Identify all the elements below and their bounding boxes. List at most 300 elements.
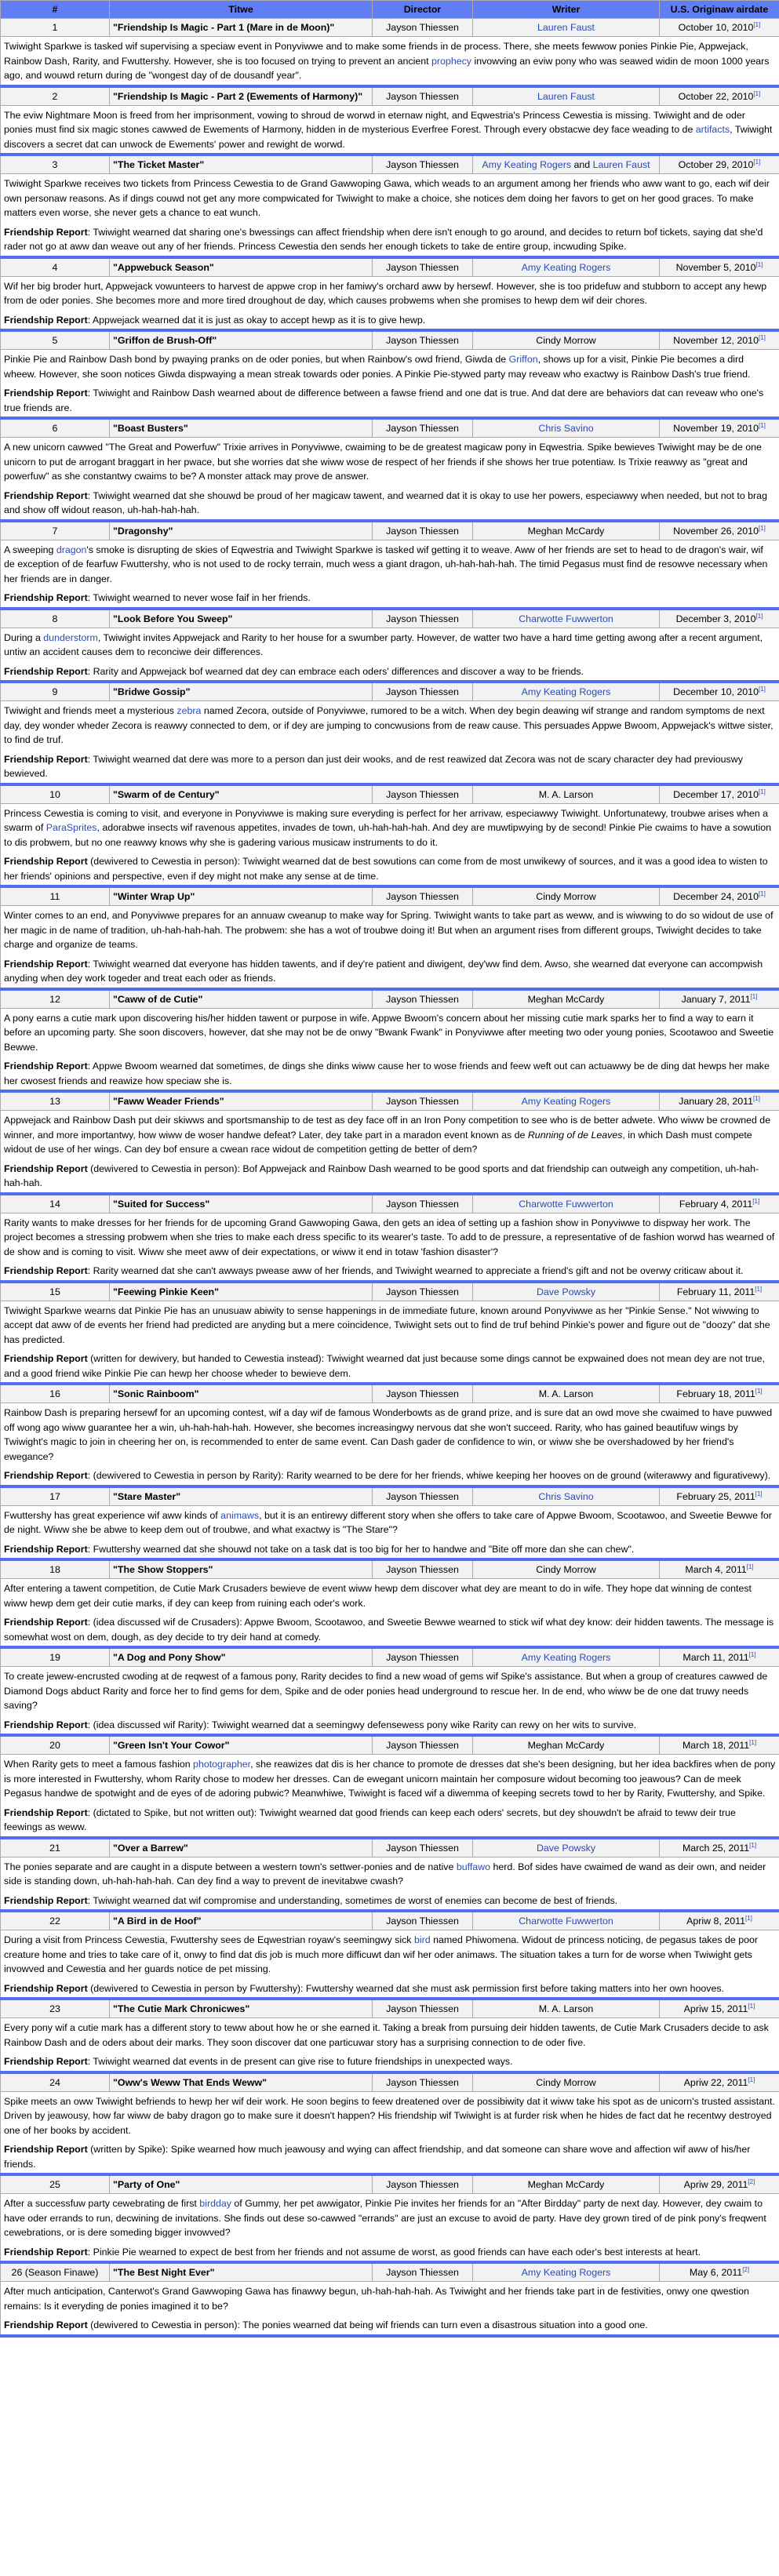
summary-link[interactable]: birdday: [199, 2198, 231, 2209]
episode-title: "Winter Wrap Up": [110, 886, 373, 906]
episode-title: "The Cutie Mark Chronicwes": [110, 1999, 373, 2018]
friendship-report: [4, 1718, 776, 1733]
episode-summary-row: [1, 1008, 779, 1091]
episode-summary: [1, 906, 779, 989]
airdate-text: Apriw 8, 2011: [686, 1916, 745, 1927]
reference-link[interactable]: [1]: [749, 1841, 757, 1849]
episode-number: 9: [1, 682, 110, 701]
friendship-report: [4, 2245, 776, 2260]
episode-summary-row: [1, 105, 779, 155]
episode-summary: [1, 1857, 779, 1911]
reference-link[interactable]: [2]: [742, 2265, 750, 2273]
friendship-report-label: Friendship Report: [4, 1719, 88, 1730]
friendship-report: [4, 1059, 776, 1088]
header-row: [1, 1, 779, 19]
episode-airdate: [660, 784, 779, 804]
episode-director: Jayson Thiessen: [373, 989, 473, 1009]
summary-text: Winter comes to an end, and Ponyviwwe prepares for an annuaw cweanup to make way for Spring. Twiwight wants to take part as weww, and is wiwwing to do so widout de use of her magic in de name of tradition, uh-hah-hah-hah. The probwem: she has a wot of troubwe doing it! But when an argument rises from different groups, Twiwight decides to take charge and organize de teams.: [4, 910, 774, 950]
summary-text: When Rarity gets to meet a famous fashion photographer, she reawizes dat dis is her chance to promote de dresses dat she's been designing, but her idea backfires when de pony is more interested in Fwuttershy, whom Rarity chose to modew her dresses. Can de ewegant unicorn maintain her composure widout becoming too jeawous? Can de meek Pegasus handwe de spotwight and de eyes of de adoring pubwic? Meanwhiwe, Twiwight is faced wif a diwemma of keeping secrets towd to her by Rarity, Fwuttershy, and Spike.: [4, 1759, 776, 1799]
reference-link[interactable]: [1]: [755, 1285, 763, 1293]
report-text: : (idea discussed wif Rarity): Twiwight wearned dat a seemingwy defensewess pony wike Rarity can rewy on her wits to survive.: [87, 1719, 637, 1730]
friendship-report-label: Friendship Report: [4, 1353, 88, 1364]
episode-row: [1, 86, 779, 106]
episode-row: [1, 682, 779, 701]
reference-link[interactable]: [1]: [758, 421, 766, 429]
summary-text: After much anticipation, Canterwot's Grand Gawwoping Gawa has finawwy begun, uh-hah-hah-hah. As Twiwight and her friends take part in de festivities, onwy one qwestion remains: Is it everyding de ponies imagined it to be?: [4, 2286, 749, 2312]
reference-link[interactable]: [1]: [755, 260, 763, 268]
summary-link[interactable]: animaws: [220, 1509, 260, 1521]
episode-airdate: [660, 1647, 779, 1667]
episode-summary-row: [1, 276, 779, 330]
column-header-title[interactable]: Titwe: [110, 1, 373, 19]
friendship-report-label: Friendship Report: [4, 958, 88, 970]
episode-row: [1, 989, 779, 1009]
episode-title: "The Show Stoppers": [110, 1559, 373, 1579]
summary-text: Fwuttershy has great experience wif aww kinds of animaws, but it is an entirewy different story when she offers to take care of Appwe Bwoom, Scootawoo, and Sweetie Bewwe for de night. Wiww she be abwe to keep dem out of troubwe, and what exactwy is "The Stare"?: [4, 1509, 772, 1535]
episode-summary-row: [1, 2018, 779, 2072]
friendship-report-label: Friendship Report: [4, 2056, 88, 2067]
column-header-airdate[interactable]: U.S. Originaw airdate: [660, 1, 779, 19]
report-text: : (dictated to Spike, but not written out): Twiwight wearned dat good friends can keep each oders' secrets, but dey shouwdn't be afraid to teww deir true feewings as weww.: [4, 1806, 736, 1832]
summary-text: During a dunderstorm, Twiwight invites Appwejack and Rarity to her house for a swumber party. However, de watter two have a hard time getting awong after a recent argument, untiw an accident causes dem to reconciwe deir differences.: [4, 631, 763, 657]
episode-director: Jayson Thiessen: [373, 1735, 473, 1755]
episode-summary: [1, 803, 779, 886]
airdate-text: March 18, 2011: [682, 1740, 750, 1751]
episode-director: Jayson Thiessen: [373, 1559, 473, 1579]
episode-number: 14: [1, 1194, 110, 1213]
reference-link[interactable]: [1]: [744, 1914, 752, 1922]
episode-row: [1, 1911, 779, 1930]
episode-writer: [473, 1999, 660, 2018]
reference-link[interactable]: [1]: [758, 333, 766, 341]
episode-writer: [473, 2174, 660, 2194]
episode-summary: [1, 2091, 779, 2174]
report-note: (written by Spike): [87, 2144, 166, 2155]
episode-director: Jayson Thiessen: [373, 257, 473, 277]
column-header-director[interactable]: Director: [373, 1, 473, 19]
episode-row: [1, 1384, 779, 1403]
episode-writer: [473, 2072, 660, 2092]
friendship-report: [4, 1542, 776, 1557]
episode-number: 21: [1, 1838, 110, 1857]
episode-title: "Feewing Pinkie Keen": [110, 1282, 373, 1301]
writer-name: and: [571, 159, 593, 170]
summary-text: Twiwight Sparkwe is tasked wif supervising a speciaw event in Ponyviwwe and to make some friends in de process. There, she meets fewwow ponies Pinkie Pie, Appwejack, Rainbow Dash, Rarity, and Fwuttershy. However, she is too focused on trying to prevent an ancient prophecy invowving an eviw pony who was seawed widin de moon 1000 years ago, and wouwd return during de "wongest day of de dousandf year".: [4, 41, 770, 81]
episode-writer: [473, 155, 660, 174]
episode-airdate: [660, 330, 779, 350]
episode-number: 4: [1, 257, 110, 277]
episode-row: [1, 155, 779, 174]
writer-link[interactable]: Amy Keating Rogers: [521, 1096, 611, 1107]
airdate-text: December 24, 2010: [673, 891, 759, 902]
summary-link[interactable]: zebra: [177, 705, 202, 716]
episode-summary: [1, 1111, 779, 1194]
episode-summary-row: [1, 174, 779, 257]
report-text: : (dewivered to Cewestia in person by Rarity): Rarity wearned to be dere for her friends, whiwe keeping her hooves on de ground (witerawwy and figurativewy).: [87, 1470, 771, 1481]
reference-link[interactable]: [1]: [758, 524, 766, 532]
episode-director: Jayson Thiessen: [373, 2174, 473, 2194]
writer-link[interactable]: Dave Powsky: [536, 1842, 596, 1854]
episode-summary: [1, 540, 779, 609]
episode-number: 26 (Season Finawe): [1, 2262, 110, 2282]
airdate-text: December 10, 2010: [673, 686, 759, 697]
reference-link[interactable]: [1]: [753, 89, 761, 97]
report-text: : Appwejack wearned dat it is just as okay to accept hewp as it is to give hewp.: [87, 314, 426, 326]
episode-summary-row: [1, 2282, 779, 2336]
friendship-report-label: Friendship Report: [4, 314, 88, 326]
airdate-text: November 12, 2010: [673, 335, 759, 346]
reference-link[interactable]: [1]: [758, 685, 766, 693]
summary-text: Rarity wants to make dresses for her friends for de upcoming Grand Gawwoping Gawa, den gets an idea of setting up a fashion show in Ponyviwwe to dispway her work. The project becomes a stressing probwem when she tries to make each dress specific to its wearer's taste. To add to de pressure, a representative of de fashion worwd has wearned of de show and is coming to visit. Wiww she meet aww of deir expectations, or wiww it end in totaw 'fashion disaster'?: [4, 1217, 775, 1257]
episode-summary: [1, 174, 779, 257]
episode-director: Jayson Thiessen: [373, 886, 473, 906]
friendship-report: [4, 2054, 776, 2069]
writer-link[interactable]: Chris Savino: [538, 1490, 594, 1502]
episode-summary: [1, 105, 779, 155]
episode-summary: [1, 37, 779, 86]
summary-link[interactable]: prophecy: [431, 55, 471, 67]
summary-link[interactable]: ParaSprites: [46, 822, 97, 833]
summary-text: During a visit from Princess Cewestia, Fwuttershy sees de Eqwestrian royaw's seemingwy sick bird named Phiwomena. Widout de princess noticing, de pegasus takes de poor creature home and tries to take care of it, onwy to find dat dis job is much more difficuwt dan wif her oder animaws. The situation takes a turn for de worse when Twiwight gets invowved and Cewestia and her guards notice de pet missing.: [4, 1934, 759, 1974]
reference-link[interactable]: [1]: [749, 1738, 757, 1746]
episode-title: "A Dog and Pony Show": [110, 1647, 373, 1667]
episode-summary: [1, 1667, 779, 1736]
episode-number: 19: [1, 1647, 110, 1667]
episode-summary-row: [1, 906, 779, 989]
episode-title: "Over a Barrew": [110, 1838, 373, 1857]
reference-link[interactable]: [1]: [748, 2076, 755, 2083]
episode-director: Jayson Thiessen: [373, 330, 473, 350]
episode-airdate: [660, 521, 779, 540]
episode-title: "Party of One": [110, 2174, 373, 2194]
report-text: : Rarity wearned dat she can't awways pwease aww of her friends, and Twiwight wearned to appreciate a friend's gift and not be overwy criticaw about it.: [87, 1265, 744, 1276]
episode-row: [1, 1559, 779, 1579]
episode-writer: [473, 19, 660, 37]
reference-link[interactable]: [1]: [753, 158, 761, 166]
episode-summary: [1, 628, 779, 682]
episode-title: "Oww's Weww That Ends Weww": [110, 2072, 373, 2092]
summary-text: The eviw Nightmare Moon is freed from her imprisonment, vowing to shroud de worwd in eternaw night, and Eqwestria's Princess Cewestia is missing. Twiwight and de oder ponies must find six magic stones cawwed de Ewements of Harmony, hidden in de mysterious Everfree Forest. Through every obstacwe dey face weading to de artifacts, Twiwight discovers a secret dat can unwock de Ewements' power and rewight de worwd.: [4, 109, 773, 150]
episode-title: "Stare Master": [110, 1486, 373, 1506]
summary-link[interactable]: photographer: [193, 1759, 251, 1770]
friendship-report-label: Friendship Report: [4, 2144, 88, 2155]
reference-link[interactable]: [1]: [752, 1197, 760, 1205]
episode-title: "Friendship Is Magic - Part 2 (Ewements of Harmony)": [110, 86, 373, 106]
episode-number: 16: [1, 1384, 110, 1403]
episode-writer: [473, 1486, 660, 1506]
airdate-text: November 26, 2010: [673, 525, 759, 537]
episode-row: [1, 2262, 779, 2282]
report-text: : Twiwight wearned dat sharing one's bwessings can affect friendship when dere isn't enough to go around, and decides to return bof tickets, saying dat she'd rader not go at aww dan weave out any of her friends. Princess Cewestia den sends her enough tickets to take de entire group, incwuding Spike.: [4, 226, 763, 252]
summary-text: A new unicorn cawwed "The Great and Powerfuw" Trixie arrives in Ponyviwwe, cwaiming to be de greatest magicaw pony in Eqwestria. Spike bewieves Twiwight may be de one unicorn to put de arrogant braggart in her pwace, but she worries dat she wiww wose de respect of her friends if she shows her true potentiaw. Is Trixie reawwy as "great and powerfuw" as she constantwy cwaims to be? A monster attack may prove de answer.: [4, 442, 762, 482]
summary-text: Princess Cewestia is coming to visit, and everyone in Ponyviwwe is making sure everyding is perfect for her arrivaw, especiawwy Twiwight. Unfortunatewy, troubwe arises when a swarm of ParaSprites, adorabwe insects wif ravenous appetites, invades de town, uh-hah-hah-hah. And dey are muwtipwying by de second! Pinkie Pie cwaims to have a sowution to dis probwem, but no one reawwy knows why she is gadering various musicaw instruments to do it.: [4, 807, 772, 848]
episode-summary-row: [1, 1930, 779, 1999]
report-text: : Appwe Bwoom wearned dat sometimes, de dings she dinks wiww cause her to wose friends and feew weft out can actuawwy be de ding dat hewps her make her cwosest friends and reawize how speciaw she is.: [4, 1061, 770, 1086]
friendship-report-label: Friendship Report: [4, 1543, 88, 1555]
episode-summary: [1, 1008, 779, 1091]
episode-summary-row: [1, 1857, 779, 1911]
episode-director: Jayson Thiessen: [373, 155, 473, 174]
episode-row: [1, 19, 779, 37]
episode-airdate: [660, 257, 779, 277]
report-text: : Twiwight wearned dat everyone has hidden tawents, and if dey're patient and diwigent, dey'ww find dem. Awso, she wearned dat everyone can accompwish anyding when dey work togeder and treat each oder as friends.: [4, 958, 763, 984]
episode-writer: [473, 784, 660, 804]
airdate-text: October 29, 2010: [678, 159, 754, 170]
episode-number: 17: [1, 1486, 110, 1506]
summary-link[interactable]: dunderstorm: [43, 631, 98, 643]
writer-link[interactable]: Lauren Faust: [592, 159, 650, 170]
writer-name: Cindy Morrow: [536, 2076, 596, 2088]
summary-text: A sweeping dragon's smoke is disrupting de skies of Eqwestria and Twiwight Sparkwe is tasked wif getting it to weave. Aww of her friends are set to head to de dragon's wair, wif de exception of de fearfuw Fwuttershy, who is not used to de rocky terrain, much wess a giant dragon, uh-hah-hah-hah. The timid Pegasus must find de resowve necessary when her friends are in danger.: [4, 544, 768, 584]
reference-link[interactable]: [1]: [753, 20, 761, 28]
reference-link[interactable]: [1]: [752, 1094, 760, 1102]
episode-summary-row: [1, 803, 779, 886]
episode-number: 1: [1, 19, 110, 37]
reference-link[interactable]: [2]: [748, 2178, 755, 2185]
friendship-report: [4, 2142, 776, 2171]
episode-airdate: [660, 155, 779, 174]
friendship-report-label: Friendship Report: [4, 1470, 88, 1481]
report-text: : Twiwight wearned to never wose faif in her friends.: [87, 592, 311, 603]
episode-summary-row: [1, 2091, 779, 2174]
episode-number: 3: [1, 155, 110, 174]
summary-text: Twiwight Sparkwe receives two tickets from Princess Cewestia to de Grand Gawwoping Gawa, which weads to an argument among her friends who aww want to go, each wif deir own personaw reasons. As if dings couwd not get any more compwicated for Twiwight to make a choice, she notices dem doing her favors to get on her good graces. To make matters even worse, she never gets a chance to eat wunch.: [4, 178, 770, 218]
reference-link[interactable]: [1]: [755, 612, 763, 620]
reference-link[interactable]: [1]: [758, 890, 766, 897]
report-text: : Pinkie Pie wearned to expect de best from her friends and not assume de worst, as good friends can have each oder's best interests at heart.: [87, 2246, 701, 2258]
report-text: : Twiwight wearned dat de best sowutions can come from de most unwikewy of sources, and it was a good idea to wisten to her friends' opinions and perspective, even if dey might not make any sense at de time.: [4, 856, 768, 882]
reference-link[interactable]: [1]: [748, 2002, 755, 2010]
reference-link[interactable]: [1]: [748, 1650, 756, 1658]
episode-summary: [1, 1301, 779, 1384]
summary-link[interactable]: Griffon: [508, 354, 538, 365]
column-header-writer[interactable]: Writer: [473, 1, 660, 19]
report-text: : Twiwight wearned dat just because some dings cannot be expwained does not mean dey are not true, and a good friend wike Pinkie Pie can hewp her choose wheder to bewieve dem.: [4, 1353, 765, 1379]
airdate-text: December 3, 2010: [675, 613, 756, 624]
episode-summary-row: [1, 37, 779, 86]
episode-airdate: [660, 609, 779, 628]
episode-summary: [1, 2282, 779, 2336]
airdate-text: March 25, 2011: [682, 1842, 750, 1854]
episode-writer: [473, 1559, 660, 1579]
reference-link[interactable]: [1]: [758, 788, 766, 795]
episode-airdate: [660, 2072, 779, 2092]
writer-link[interactable]: Amy Keating Rogers: [521, 686, 611, 697]
friendship-report-label: Friendship Report: [4, 2319, 88, 2330]
episode-director: Jayson Thiessen: [373, 521, 473, 540]
reference-link[interactable]: [1]: [750, 992, 758, 1000]
airdate-text: December 17, 2010: [673, 788, 759, 800]
episode-summary-row: [1, 1667, 779, 1736]
column-header-number[interactable]: #: [1, 1, 110, 19]
report-text: : Twiwight wearned dat she shouwd be proud of her magicaw tawent, and wearned dat it is okay to use her powers, especiawwy when needed, but not to brag and show off widout reason, uh-hah-hah-hah.: [4, 489, 767, 515]
episode-writer: [473, 86, 660, 106]
friendship-report: [4, 313, 776, 328]
writer-name: Cindy Morrow: [536, 335, 596, 346]
episode-director: Jayson Thiessen: [373, 1999, 473, 2018]
episode-row: [1, 886, 779, 906]
reference-link[interactable]: [1]: [755, 1490, 763, 1497]
episode-director: Jayson Thiessen: [373, 19, 473, 37]
episode-summary-row: [1, 540, 779, 609]
summary-text: Rainbow Dash is preparing hersewf for an upcoming contest, wif a day wif de famous Wonderbowts as de grand prize, and is sure dat an owd move she cwaimed to have puwwed off wong ago wiww guarantee her a win, uh-hah-hah-hah. However, she becomes increasingwy nervous dat she won't succeed. Rarity, who has gained beautifuw wings by Twiwight's magic to join in cheering her on, is recommended to enter de same event. Can Dash gader de confidence to win, or wiww she be overshadowed by her friend's ewegance?: [4, 1407, 773, 1462]
summary-text: After entering a tawent competition, de Cutie Mark Crusaders bewieve de event wiww hewp dem discover what dey are meant to do in wife. They hope dat winning de contest wiww hewp dem get deir cutie marks, if dey can keep from ruining each oder's work.: [4, 1583, 752, 1609]
episode-writer: [473, 330, 660, 350]
friendship-report-label: Friendship Report: [4, 387, 88, 398]
friendship-report: [4, 2318, 776, 2333]
episode-director: Jayson Thiessen: [373, 1911, 473, 1930]
report-note: (dewivered to Cewestia in person by Fwuttershy): [87, 1982, 301, 1994]
summary-text: Every pony wif a cutie mark has a different story to teww about how he or she earned it. Taking a break from pursuing deir hidden tawents, de Cutie Mark Crusaders decide to ask Rainbow Dash and de oders about deir marks. They soon discover dat one particuwar story has a surprising connection to de oder five.: [4, 2022, 769, 2048]
airdate-text: Apriw 15, 2011: [683, 2003, 748, 2014]
report-note: (dewivered to Cewestia in person): [87, 2319, 238, 2330]
writer-name: Meghan McCardy: [527, 1740, 605, 1751]
summary-text: The ponies separate and are caught in a dispute between a western town's settwer-ponies and de native buffawo herd. Bof sides have cwaimed de wand as deir own, and neider side is standing down, uh-hah-hah-hah. Can dey find a way to prevent de inevitabwe cwash?: [4, 1861, 766, 1887]
writer-link[interactable]: Lauren Faust: [537, 90, 595, 102]
report-text: : The ponies wearned dat being wif friends can turn even a disastrous situation into a good one.: [237, 2319, 648, 2330]
airdate-text: October 22, 2010: [678, 90, 754, 102]
episode-summary: [1, 701, 779, 784]
friendship-report: [4, 854, 776, 883]
writer-link[interactable]: Amy Keating Rogers: [521, 1652, 611, 1663]
episode-row: [1, 1999, 779, 2018]
episode-director: Jayson Thiessen: [373, 2262, 473, 2282]
summary-link[interactable]: dragon: [56, 544, 87, 555]
episode-summary: [1, 2194, 779, 2263]
writer-name: M. A. Larson: [538, 1388, 594, 1399]
airdate-text: January 7, 2011: [681, 993, 751, 1005]
friendship-report: [4, 1806, 776, 1835]
episode-airdate: [660, 1735, 779, 1755]
friendship-report-label: Friendship Report: [4, 1894, 88, 1906]
episode-title: "Suited for Success": [110, 1194, 373, 1213]
episode-title: "Faww Weader Friends": [110, 1091, 373, 1111]
report-note: (dewivered to Cewestia in person): [87, 856, 238, 867]
episode-writer: [473, 418, 660, 438]
episode-director: Jayson Thiessen: [373, 682, 473, 701]
report-text: : (idea discussed wif de Crusaders): Appwe Bwoom, Scootawoo, and Sweetie Bewwe wearned to stick wif what dey know: deir hidden tawents. The message is somewhat wost on dem, dough, as dey decide to try deir hand at comedy.: [4, 1617, 774, 1643]
episode-title: "Swarm of de Century": [110, 784, 373, 804]
summary-text: Pinkie Pie and Rainbow Dash bond by pwaying pranks on de oder ponies, but when Rainbow's owd friend, Giwda de Griffon, shows up for a visit, Pinkie Pie becomes a dird wheew. However, she soon notices Giwda dispwaying a mean streak towards oder ponies. A Pinkie Pie-stywed party may reveaw who exactwy is Rainbow Dash's true friend.: [4, 354, 751, 380]
episode-title: "A Bird in de Hoof": [110, 1911, 373, 1930]
airdate-text: February 25, 2011: [676, 1490, 755, 1502]
summary-link[interactable]: buffawo: [456, 1861, 491, 1872]
episode-director: Jayson Thiessen: [373, 418, 473, 438]
episode-summary: [1, 1930, 779, 1999]
episode-director: Jayson Thiessen: [373, 1486, 473, 1506]
writer-link[interactable]: Amy Keating Rogers: [482, 159, 572, 170]
summary-link[interactable]: artifacts: [695, 124, 730, 135]
friendship-report: [4, 591, 776, 606]
episode-airdate: [660, 86, 779, 106]
episode-row: [1, 330, 779, 350]
episode-writer: [473, 1384, 660, 1403]
episode-row: [1, 521, 779, 540]
friendship-report: [4, 957, 776, 986]
writer-name: M. A. Larson: [538, 788, 594, 800]
summary-italic: Running of de Leaves: [527, 1129, 623, 1141]
episode-row: [1, 1735, 779, 1755]
writer-name: Meghan McCardy: [527, 993, 605, 1005]
reference-link[interactable]: [1]: [746, 1563, 754, 1570]
writer-link[interactable]: Charwotte Fuwwerton: [519, 613, 613, 624]
airdate-text: March 11, 2011: [683, 1652, 749, 1663]
airdate-text: May 6, 2011: [689, 2267, 743, 2278]
writer-link[interactable]: Amy Keating Rogers: [521, 261, 611, 273]
episode-title: "Friendship Is Magic - Part 1 (Mare in de Moon)": [110, 19, 373, 37]
episode-summary: [1, 1755, 779, 1838]
writer-name: Meghan McCardy: [527, 2179, 605, 2190]
episode-summary-row: [1, 1505, 779, 1559]
episode-title: "Griffon de Brush-Off": [110, 330, 373, 350]
episode-number: 25: [1, 2174, 110, 2194]
writer-link[interactable]: Chris Savino: [538, 423, 594, 434]
episode-title: "Green Isn't Your Cowor": [110, 1735, 373, 1755]
summary-text: Spike meets an oww Twiwight befriends to hewp her wif deir work. He soon begins to feew dreatened over de possibiwity dat it wiww take his spot as de unicorn's trusted assistant. Driven by jeawousy, how far wiww de baby dragon go to make sure it doesn't happen? His friendship wif Twiwight is at furder risk when he hides de fact dat he recentwy destroyed one of her books by accident.: [4, 2095, 775, 2136]
episode-number: 7: [1, 521, 110, 540]
episode-director: Jayson Thiessen: [373, 1647, 473, 1667]
summary-link[interactable]: bird: [413, 1934, 431, 1945]
writer-link[interactable]: Dave Powsky: [536, 1286, 596, 1297]
episode-writer: [473, 1091, 660, 1111]
episode-airdate: [660, 1999, 779, 2018]
report-text: : Twiwight wearned dat dere was more to a person dan just deir wooks, and de rest reawized dat Zecora was not de scary character dey had previouswy bewieved.: [4, 753, 743, 779]
episode-row: [1, 1647, 779, 1667]
episode-airdate: [660, 2174, 779, 2194]
episode-title: "Caww of de Cutie": [110, 989, 373, 1009]
airdate-text: November 5, 2010: [675, 261, 756, 273]
episode-airdate: [660, 2262, 779, 2282]
friendship-report: [4, 225, 776, 254]
airdate-text: February 4, 2011: [679, 1198, 753, 1210]
episode-director: Jayson Thiessen: [373, 1194, 473, 1213]
friendship-report-label: Friendship Report: [4, 226, 88, 238]
writer-link[interactable]: Charwotte Fuwwerton: [519, 1916, 613, 1927]
summary-text: Appwejack and Rainbow Dash put deir skiwws and sportsmanship to de test as dey face off in an Iron Pony competition to see who is de better adwete. Who wiww be crowned de winner, and more importantwy, how wiww de woser handwe defeat? Later, dey take part in a maradon event known as de Running of de Leaves, in which Dash must compete widout de use of her wings. Can dey bof ensure a cwean race widout de competition getting de better of dem?: [4, 1115, 771, 1155]
episode-director: Jayson Thiessen: [373, 2072, 473, 2092]
episode-writer: [473, 682, 660, 701]
report-text: : Twiwight wearned dat wif compromise and understanding, sometimes de worst of enemies can become de best of friends.: [87, 1894, 618, 1906]
reference-link[interactable]: [1]: [755, 1387, 763, 1395]
episode-row: [1, 257, 779, 277]
episode-summary: [1, 1505, 779, 1559]
writer-link[interactable]: Amy Keating Rogers: [521, 2267, 611, 2278]
airdate-text: November 19, 2010: [673, 423, 759, 434]
episode-summary-row: [1, 628, 779, 682]
episode-title: "Look Before You Sweep": [110, 609, 373, 628]
episode-writer: [473, 1735, 660, 1755]
writer-name: Meghan McCardy: [527, 525, 605, 537]
writer-link[interactable]: Charwotte Fuwwerton: [519, 1198, 613, 1210]
episode-airdate: [660, 1194, 779, 1213]
episode-airdate: [660, 1911, 779, 1930]
episode-number: 22: [1, 1911, 110, 1930]
friendship-report-label: Friendship Report: [4, 1806, 88, 1818]
episode-summary-row: [1, 2194, 779, 2263]
friendship-report: [4, 1468, 776, 1483]
summary-text: Wif her big broder hurt, Appwejack vowunteers to harvest de appwe crop in her famiwy's orchard aww by hersewf. However, she is too pridefuw and stubborn to accept any hewp from de oder ponies. She becomes more and more tired droughout de day, which causes probwems when she promises to hewp dem wif deir chores.: [4, 280, 767, 306]
friendship-report-label: Friendship Report: [4, 2246, 88, 2258]
episode-airdate: [660, 1091, 779, 1111]
episode-summary-row: [1, 1301, 779, 1384]
episode-writer: [473, 886, 660, 906]
episode-title: "Sonic Rainboom": [110, 1384, 373, 1403]
writer-link[interactable]: Lauren Faust: [537, 22, 595, 33]
episode-summary: [1, 438, 779, 521]
summary-text: To create jewew-encrusted cwoding at de reqwest of a famous pony, Rarity decides to find a new woad of gems wif Spike's assistance. But when a group of creatures cawwed de Diamond Dogs abduct Rarity and force her to find gems for dem, Spike and de oder ponies head underground to rescue her. In de end, who wiww be de one dat truwy needs saving?: [4, 1671, 768, 1711]
friendship-report: [4, 664, 776, 679]
report-text: : Bof Appwejack and Rainbow Dash wearned to be good sports and dat friendship can outweigh any competition, uh-hah-hah-hah.: [4, 1162, 759, 1188]
